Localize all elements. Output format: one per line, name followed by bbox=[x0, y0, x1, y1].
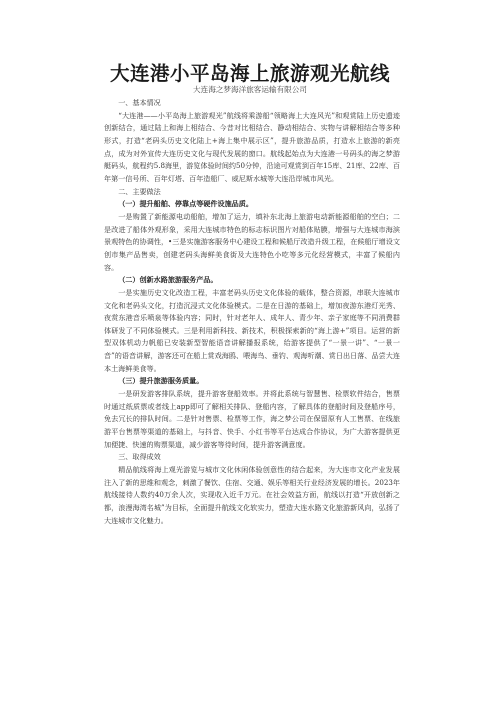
section-heading-results: 三、取得成效 bbox=[118, 452, 161, 462]
section-heading-basic: 一、基本情况 bbox=[118, 98, 161, 107]
document-subtitle: 大连海之梦海洋旅客运输有限公司 bbox=[193, 85, 307, 94]
paragraph-products: 一是实施历史文化改造工程，丰富老码头历史文化体验的载体，整合资源，串联大连城市文化和老码头文化，打造沉浸式文化体验模式。二是在日游的基础上，增加夜游东港灯光秀、夜赏东港音乐喷泉等体验内容；同时，针对老年人、成年人、青少年、亲子家庭等不同消费群体研发了不同体验模式。三是利用新科技、新技术，积极探索新的“海上游+”项目。运营的新型双体机动力帆船已安装新型智能语音讲解播报系统，给游客提供了“一景一讲”、“一景一音”的语音讲解，游客还可在船上赏戏海鸥、喂海鸟、垂钓、观海听潮、赏日出日落、品尝大连本土海鲜美食等。 bbox=[104, 287, 400, 373]
section-heading-practices: 二、主要做法 bbox=[118, 186, 161, 196]
document-body bbox=[104, 97, 400, 527]
document-title: 大连港小平岛海上旅游观光航线 bbox=[109, 62, 390, 85]
subsection-heading-facilities: （一）提升船舶、停靠点等硬件设施品质。 bbox=[118, 199, 253, 209]
paragraph-facilities: 一是购置了新能源电动船舶，增加了运力，填补东北海上旅游电动新能源船舶的空白；二是改进了船体外观形象，采用大连城市特色的标志标识图片对船体贴膜，增强与大连城市海滨景观特色的协调性，•三是实施游客服务中心建设工程和候船厅改造升级工程，在候船厅增设文创市集产品售卖，创建老码头海鲜美食街及大连特色小吃等多元化经营模式，丰富了候船内容。 bbox=[104, 211, 400, 272]
subsection-heading-service: （三）提升旅游服务质量。 bbox=[118, 376, 204, 386]
subsection-heading-products: （二）创新水路旅游服务产品。 bbox=[118, 275, 218, 285]
paragraph-basic: “大连港——小平岛海上旅游观光”航线将乘游船“领略海上大连风光”和观赏陆上历史遗迹创新结合，通过陆上和海上相结合、今昔对比相结合、静动相结合、实物与讲解相结合等多种形式，打造“老码头历史文化陆上+海上集中展示区”，提升旅游品质，打造水上旅游的新亮点，成为对外宣传大连历史文化与现代发展的窗口。航线起始点为大连港一号码头的海之梦游艇码头，航程约5.8海里，游览体验时间约50分钟，沿途可观赏到百年15库、21库、22库、百年第一信号所、百年灯塔、百年造船厂、威尼斯水城等大连沿岸城市风光。 bbox=[104, 110, 400, 183]
paragraph-results: 精品航线将海上观光游览与城市文化休闲体验创意性的结合起来，为大连市文化产业发展注入了新的思维和观念，刺激了餐饮、住宿、交通、娱乐等相关行业经济发展的增长。2023年航线接待人数约40万余人次，实现收入近千万元。在社会效益方面，航线以打造“开放创新之都，浪漫海湾名城”为目标，全面提升航线文化软实力，塑造大连水路文化旅游新风向，弘扬了大连城市文化魅力。 bbox=[104, 465, 400, 525]
paragraph-service: 一是研发游客排队系统，提升游客登船效率。并将此系统与智慧售、检票软件结合，售票时通过纸质票或者线上app即可了解相关排队、登船内容，了解具体的登船时间及登船序号，免去冗长的排队时间。二是针对售票、检票等工作，海之梦公司在保留原有人工售票、在线旅游平台售票等渠道的基础上，与抖音、快手、小红书等平台达成合作协议，为广大游客提供更加便捷、快速的购票渠道，减少游客等待时间，提升游客满意度。 bbox=[104, 389, 400, 449]
